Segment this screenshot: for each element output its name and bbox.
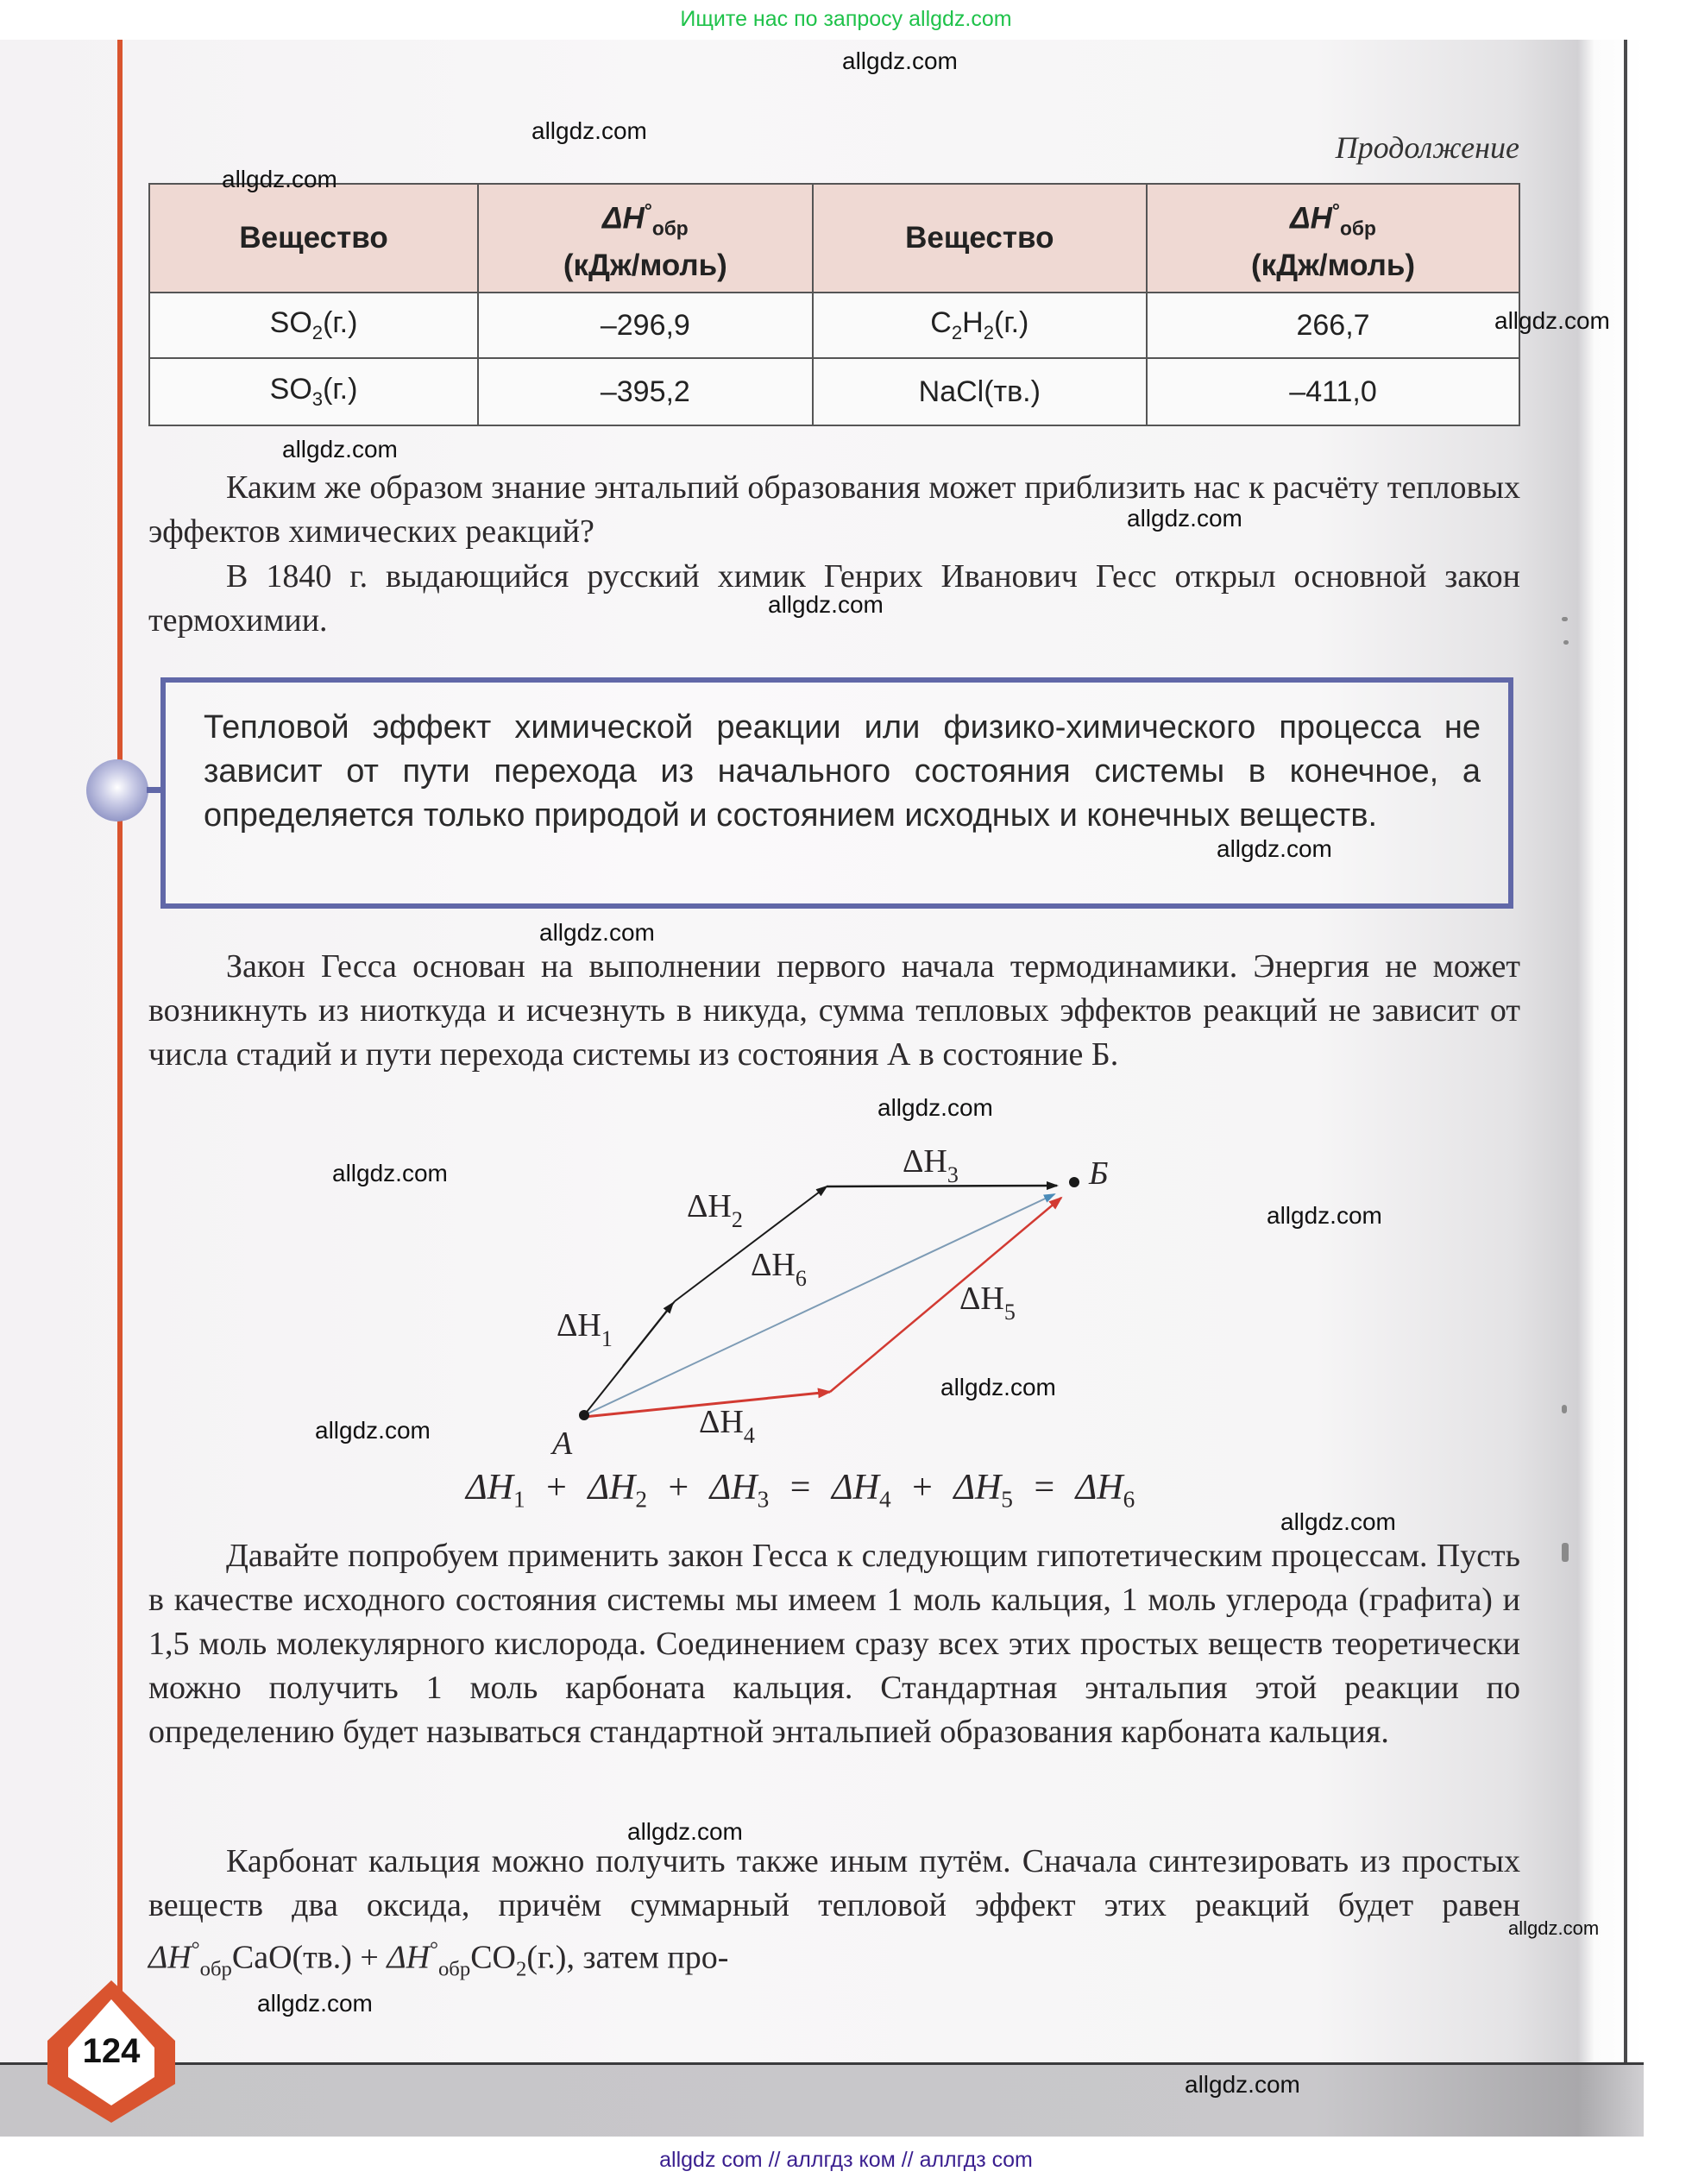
table-row bbox=[149, 358, 1519, 425]
enthalpy-table bbox=[148, 183, 1520, 426]
page-footer-band bbox=[0, 2062, 1644, 2139]
substance-cell bbox=[149, 358, 478, 425]
formula-sub: 2 bbox=[983, 321, 994, 343]
delta-h-symbol: ΔH bbox=[601, 201, 645, 236]
watermark: allgdz.com bbox=[1185, 2071, 1300, 2098]
eq-operator: + bbox=[912, 1468, 933, 1507]
subscript-obr: обр bbox=[199, 1957, 232, 1981]
enthalpy-cell: 266,7 bbox=[1147, 293, 1519, 358]
table-continuation-label: Продолжение bbox=[1335, 130, 1519, 165]
watermark: allgdz.com bbox=[315, 1417, 431, 1444]
arrow-h5 bbox=[830, 1198, 1061, 1392]
watermark: allgdz.com bbox=[539, 919, 655, 946]
formula-sub: 3 bbox=[311, 387, 324, 410]
bottom-banner-text: allgdz com // аллгдз ком // аллгдз com bbox=[659, 2148, 1033, 2172]
top-banner bbox=[0, 0, 1692, 38]
degree-symbol: ° bbox=[430, 1938, 438, 1961]
formula: CaO(тв.) bbox=[231, 1939, 352, 1976]
watermark: allgdz.com bbox=[1127, 505, 1242, 532]
enthalpy-cell: –395,2 bbox=[478, 358, 812, 425]
paragraph-text: Давайте попробуем применить закон Гесса к следующим гипотетическим процессам. Пусть в качестве исходного состояния системы мы имеем 1 моль кальция, 1 моль углерода (графита) и 1,5 моль молекулярного кислорода. Соединением сразу всех этих простых веществ теоретически можно получить 1 моль карбоната кальция. Стандартная энтальпия этой реакции по определению будет называться стандартной энтальпией образования карбоната кальция. bbox=[148, 1538, 1520, 1750]
eq-term: $\Delta H_4$ bbox=[831, 1468, 891, 1513]
plus-operator: + bbox=[351, 1939, 387, 1976]
label-delta-h6: $\Delta H_6$ bbox=[751, 1247, 807, 1291]
enthalpy-cell: –411,0 bbox=[1147, 358, 1519, 425]
paragraph-text: Закон Гесса основан на выполнении первого начала термодинамики. Энергия не может возникнуть из ниоткуда и исчезнуть в никуда, сумма тепловых эффектов реакций не зависит от числа стадий и пути перехода системы из состояния А в состояние Б. bbox=[148, 948, 1520, 1073]
subscript-obr: обр bbox=[651, 217, 689, 240]
formula-sub: 2 bbox=[311, 321, 324, 343]
paragraph-text: затем про- bbox=[574, 1939, 729, 1976]
subscript-obr: обр bbox=[437, 1957, 471, 1981]
header-substance bbox=[813, 184, 1147, 293]
eq-term: $\Delta H_6$ bbox=[1075, 1468, 1135, 1513]
paragraph-text: В 1840 г. выдающийся русский химик Генрих Иванович Гесс открыл основной закон термохимии. bbox=[148, 558, 1520, 639]
unit-label: (кДж/моль) bbox=[1251, 249, 1416, 283]
table-header-row bbox=[149, 184, 1519, 293]
watermark: allgdz.com bbox=[842, 47, 958, 74]
watermark: allgdz.com bbox=[768, 591, 884, 618]
header-enthalpy bbox=[478, 184, 812, 293]
degree-symbol: ° bbox=[1331, 198, 1341, 222]
formula-sub: 2 bbox=[516, 1957, 527, 1981]
eq-term: $\Delta H_5$ bbox=[953, 1468, 1013, 1513]
formula-base: SO bbox=[269, 306, 312, 340]
margin-red-rule bbox=[117, 40, 123, 2016]
eq-term: $\Delta H_3$ bbox=[709, 1468, 770, 1513]
top-banner-text: Ищите нас по запросу allgdz.com bbox=[680, 7, 1012, 31]
eq-term: $\Delta H_1$ bbox=[466, 1468, 525, 1513]
watermark: allgdz.com bbox=[257, 1990, 373, 2017]
watermark: allgdz.com bbox=[877, 1094, 993, 1121]
formula-part: H bbox=[962, 306, 984, 340]
formula-base: SO bbox=[269, 373, 312, 406]
substance-cell bbox=[149, 293, 478, 358]
header-label: Вещество bbox=[905, 221, 1054, 255]
header-substance bbox=[149, 184, 478, 293]
substance-cell bbox=[813, 293, 1147, 358]
watermark: allgdz.com bbox=[1494, 307, 1610, 334]
delta-h-symbol: ΔH bbox=[387, 1939, 431, 1976]
watermark: allgdz.com bbox=[282, 436, 398, 463]
eq-operator: = bbox=[789, 1468, 811, 1507]
enthalpy-cell: –296,9 bbox=[478, 293, 812, 358]
arrow-h1-head bbox=[623, 1303, 673, 1366]
watermark: allgdz.com bbox=[532, 117, 647, 144]
formula-part: C bbox=[930, 306, 952, 340]
point-b-dot bbox=[1069, 1177, 1079, 1187]
hess-equation bbox=[466, 1467, 1135, 1513]
eq-term: $\Delta H_2$ bbox=[588, 1468, 647, 1513]
margin-speck bbox=[1563, 640, 1569, 645]
margin-speck bbox=[1562, 1405, 1567, 1413]
hess-path-diagram bbox=[483, 1130, 1173, 1476]
degree-symbol: ° bbox=[191, 1938, 200, 1961]
paragraph-hypothetical bbox=[148, 1534, 1520, 1754]
label-delta-h2: $\Delta H_2$ bbox=[687, 1188, 743, 1232]
formula-state: (г.), bbox=[526, 1939, 575, 1976]
watermark: allgdz.com bbox=[1280, 1508, 1396, 1535]
watermark: allgdz.com bbox=[332, 1160, 448, 1186]
label-point-a: A bbox=[552, 1426, 573, 1462]
label-delta-h4: $\Delta H_4$ bbox=[699, 1404, 755, 1448]
watermark: allgdz.com bbox=[1508, 1917, 1600, 1939]
eq-operator: + bbox=[668, 1468, 689, 1507]
label-point-b: Б bbox=[1089, 1155, 1109, 1192]
subscript-obr: обр bbox=[1340, 217, 1376, 240]
eq-operator: = bbox=[1034, 1468, 1055, 1507]
header-label: Вещество bbox=[239, 221, 388, 255]
bullet-ball-icon bbox=[86, 759, 148, 821]
formula-state: (г.) bbox=[994, 306, 1029, 340]
formula-sub: 2 bbox=[951, 321, 963, 343]
margin-speck bbox=[1562, 617, 1568, 621]
paragraph-text: Каким же образом знание энтальпий образования может приблизить нас к расчёту тепловых эффектов химических реакций? bbox=[148, 469, 1520, 550]
page-number: 124 bbox=[82, 2032, 141, 2070]
delta-h-symbol: ΔH bbox=[148, 1939, 192, 1976]
delta-h-symbol: ΔH bbox=[1290, 201, 1332, 236]
unit-label: (кДж/моль) bbox=[563, 249, 727, 283]
watermark: allgdz.com bbox=[940, 1374, 1056, 1400]
formula-state: (г.) bbox=[323, 306, 358, 340]
header-enthalpy bbox=[1147, 184, 1519, 293]
page-fold-line bbox=[1624, 40, 1627, 2093]
label-delta-h3: $\Delta H_3$ bbox=[903, 1143, 959, 1187]
substance-cell: NaCl(тв.) bbox=[813, 358, 1147, 425]
degree-symbol: ° bbox=[644, 198, 652, 222]
paragraph-question bbox=[148, 466, 1520, 554]
formula-state: (г.) bbox=[323, 373, 358, 406]
label-delta-h1: $\Delta H_1$ bbox=[557, 1307, 613, 1351]
formula-base: CO bbox=[470, 1939, 516, 1976]
watermark: allgdz.com bbox=[627, 1818, 743, 1845]
bottom-banner bbox=[0, 2137, 1692, 2184]
margin-speck bbox=[1562, 1543, 1569, 1562]
watermark: allgdz.com bbox=[1267, 1202, 1382, 1229]
paragraph-text: Карбонат кальция можно получить также иным путём. Сначала синтезировать из простых веществ два оксида, причём суммарный тепловой эффект этих реакций будет равен bbox=[148, 1843, 1520, 1923]
table-row bbox=[149, 293, 1519, 358]
hess-law-rule-text: Тепловой эффект химической реакции или физико-химического процесса не зависит от пути перехода из начального состояния системы в конечное, а определяется только природой и состоянием исходных и конечных веществ. bbox=[204, 709, 1481, 834]
paragraph-carbonate bbox=[148, 1840, 1520, 1991]
paragraph-hess-basis bbox=[148, 945, 1520, 1077]
eq-operator: + bbox=[546, 1468, 567, 1507]
point-a-dot bbox=[579, 1410, 589, 1420]
label-delta-h5: $\Delta H_5$ bbox=[959, 1281, 1016, 1325]
watermark: allgdz.com bbox=[1217, 835, 1332, 862]
watermark: allgdz.com bbox=[222, 166, 337, 192]
